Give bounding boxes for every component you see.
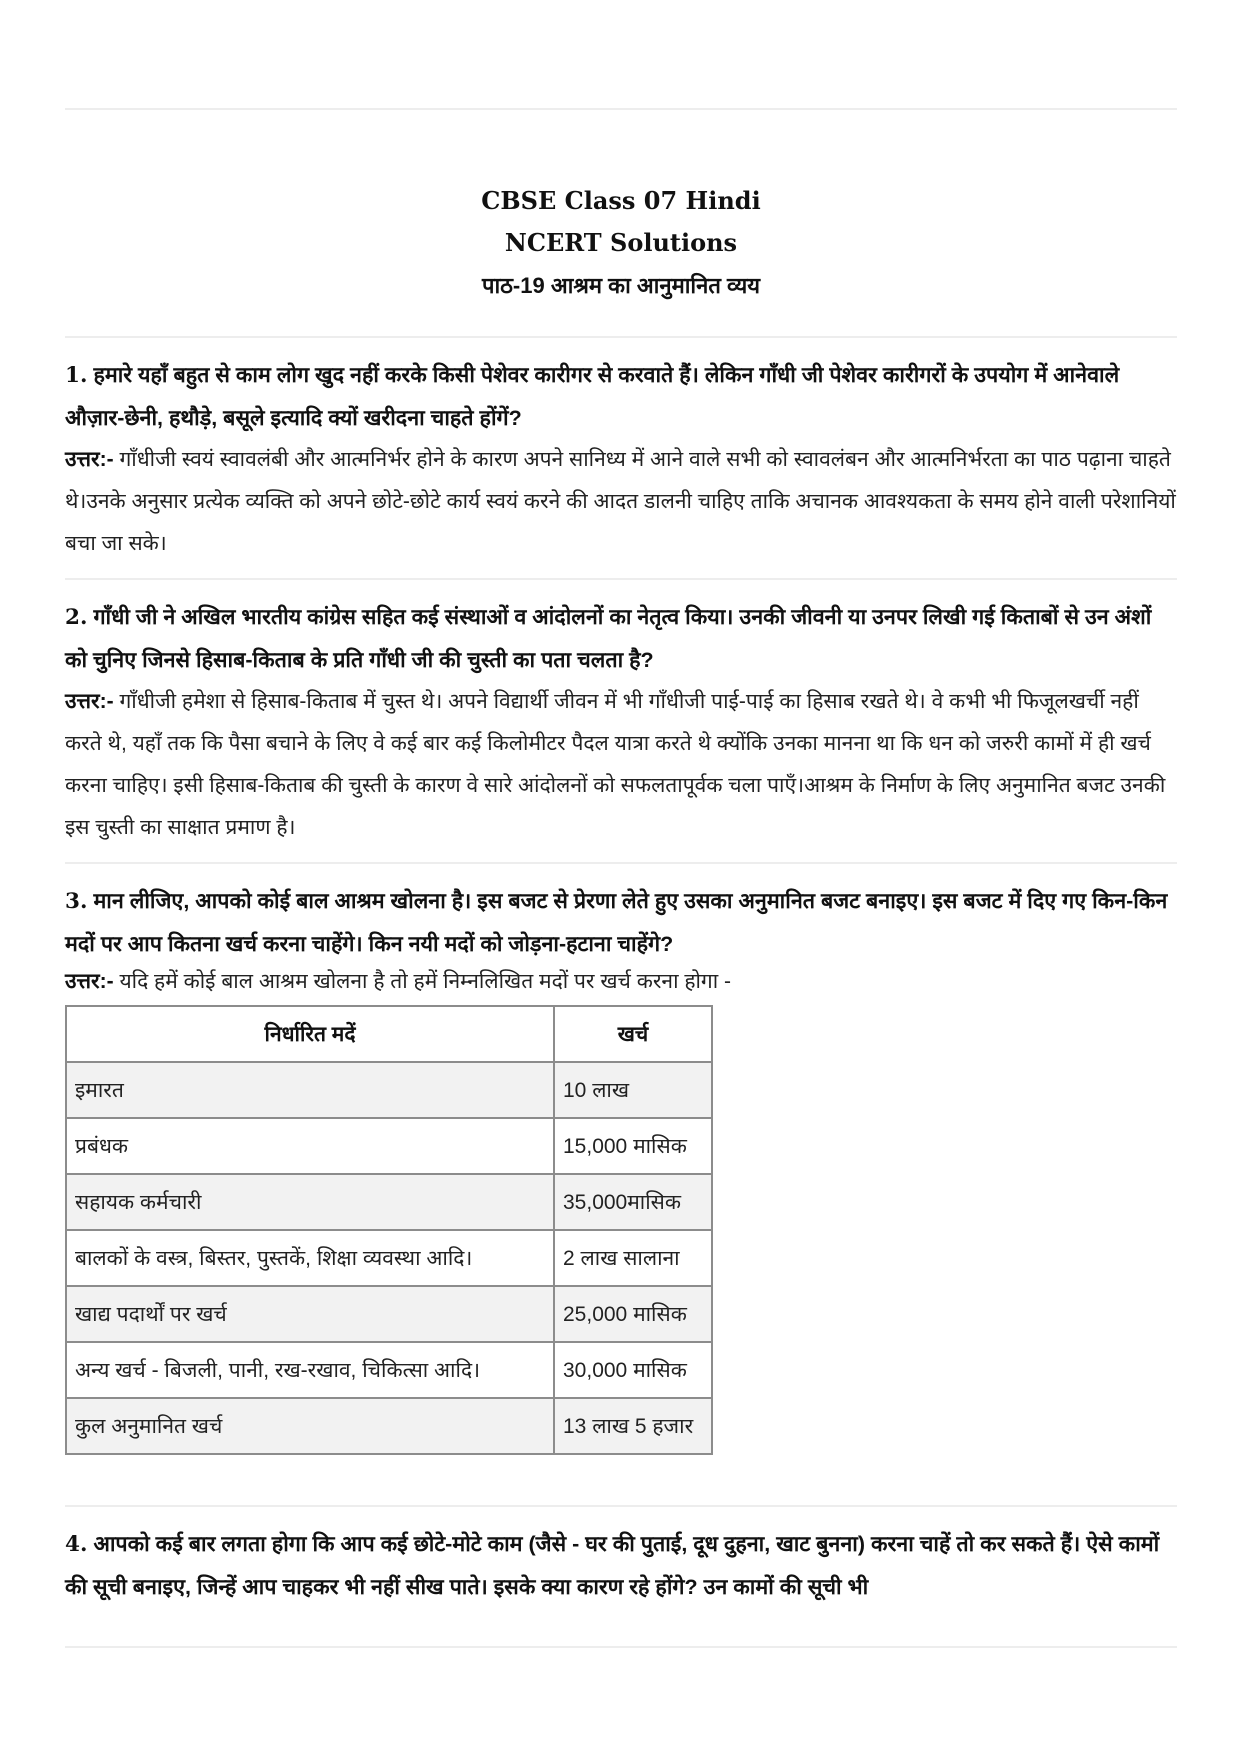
answer-text bbox=[65, 439, 1177, 565]
question-number: 2. bbox=[65, 605, 88, 630]
question-body: हमारे यहाँ बहुत से काम लोग खुद नहीं करके किसी पेशेवर कारीगर से करवाते हैं। लेकिन गाँधी जी पेशेवर कारीगरों के उपयोग में आनेवाले औज़ार-छेनी, हथौड़े, बसूले इत्यादि क्यों खरीदना चाहते होंगें? bbox=[65, 363, 1120, 430]
cost-cell: 10 लाख bbox=[554, 1062, 712, 1118]
top-divider bbox=[65, 108, 1177, 110]
item-cell: प्रबंधक bbox=[66, 1118, 554, 1174]
section-divider bbox=[65, 1505, 1177, 1507]
question-body: गाँधी जी ने अखिल भारतीय कांग्रेस सहित कई संस्थाओं व आंदोलनों का नेतृत्व किया। उनकी जीवनी या उनपर लिखी गई किताबों से उन अंशों को चुनिए जिनसे हिसाब-किताब के प्रति गाँधी जी की चुस्ती का पता चलता है? bbox=[65, 605, 1152, 672]
table-row bbox=[66, 1174, 712, 1230]
table-row bbox=[66, 1286, 712, 1342]
cost-cell: 35,000मासिक bbox=[554, 1174, 712, 1230]
question-text bbox=[65, 596, 1177, 681]
question-section-4 bbox=[65, 1505, 1177, 1608]
item-cell: बालकों के वस्त्र, बिस्तर, पुस्तकें, शिक्षा व्यवस्था आदि। bbox=[66, 1230, 554, 1286]
cost-cell: 2 लाख सालाना bbox=[554, 1230, 712, 1286]
answer-text bbox=[65, 681, 1177, 849]
answer-body: यदि हमें कोई बाल आश्रम खोलना है तो हमें निम्नलिखित मदों पर खर्च करना होगा - bbox=[119, 970, 732, 993]
table-row bbox=[66, 1342, 712, 1398]
question-body: मान लीजिए, आपको कोई बाल आश्रम खोलना है। इस बजट से प्रेरणा लेते हुए उसका अनुमानित बजट बनाइए। इस बजट में दिए गए किन-किन मदों पर आप कितना खर्च करना चाहेंगे। किन नयी मदों को जोड़ना-हटाना चाहेंगे? bbox=[65, 889, 1168, 956]
question-number: 4. bbox=[65, 1532, 88, 1557]
chapter-title: पाठ-19 आश्रम का आनुमानित व्यय bbox=[481, 273, 761, 298]
table-row bbox=[66, 1118, 712, 1174]
item-cell: इमारत bbox=[66, 1062, 554, 1118]
cost-cell: 15,000 मासिक bbox=[554, 1118, 712, 1174]
bottom-divider bbox=[65, 1646, 1177, 1648]
item-cell: सहायक कर्मचारी bbox=[66, 1174, 554, 1230]
answer-label: उत्तर:- bbox=[65, 970, 114, 993]
answer-label: उत्तर:- bbox=[65, 690, 114, 713]
table-row bbox=[66, 1062, 712, 1118]
answer-label: उत्तर:- bbox=[65, 448, 114, 471]
title-block bbox=[65, 180, 1177, 306]
question-text bbox=[65, 354, 1177, 439]
answer-body: गाँधीजी स्वयं स्वावलंबी और आत्मनिर्भर होने के कारण अपने सानिध्य में आने वाले सभी को स्वावलंबन और आत्मनिर्भरता का पाठ पढ़ाना चाहते थे।उनके अनुसार प्रत्येक व्यक्ति को अपने छोटे-छोटे कार्य स्वयं करने की आदत डालनी चाहिए ताकि अचानक आवश्यकता के समय होने वाली परेशानियों बचा जा सके। bbox=[65, 448, 1176, 555]
section-divider bbox=[65, 578, 1177, 580]
question-text bbox=[65, 1523, 1177, 1608]
page-title: CBSE Class 07 Hindi bbox=[481, 186, 761, 215]
table-row-total bbox=[66, 1398, 712, 1454]
cost-cell: 25,000 मासिक bbox=[554, 1286, 712, 1342]
budget-table bbox=[65, 1005, 713, 1455]
question-section-2 bbox=[65, 578, 1177, 849]
answer-text bbox=[65, 965, 1177, 999]
item-cell: कुल अनुमानित खर्च bbox=[66, 1398, 554, 1454]
question-text bbox=[65, 880, 1177, 965]
question-section-1 bbox=[65, 336, 1177, 565]
section-divider bbox=[65, 862, 1177, 864]
question-number: 1. bbox=[65, 363, 88, 388]
table-header-row bbox=[66, 1006, 712, 1062]
cost-cell: 30,000 मासिक bbox=[554, 1342, 712, 1398]
item-cell: खाद्य पदार्थों पर खर्च bbox=[66, 1286, 554, 1342]
page-subtitle: NCERT Solutions bbox=[504, 228, 738, 257]
question-number: 3. bbox=[65, 889, 88, 914]
question-section-3 bbox=[65, 862, 1177, 1455]
answer-body: गाँधीजी हमेशा से हिसाब-किताब में चुस्त थे। अपने विद्यार्थी जीवन में भी गाँधीजी पाई-पाई का हिसाब रखते थे। वे कभी भी फिजूलखर्ची नहीं करते थे, यहाँ तक कि पैसा बचाने के लिए वे कई बार कई किलोमीटर पैदल यात्रा करते थे क्योंकि उनका मानना था कि धन को जरुरी कामों में ही खर्च करना चाहिए। इसी हिसाब-किताब की चुस्ती के कारण वे सारे आंदोलनों को सफलतापूर्वक चला पाएँ।आश्रम के निर्माण के लिए अनुमानित बजट उनकी इस चुस्ती का साक्षात प्रमाण है। bbox=[65, 690, 1166, 839]
table-row bbox=[66, 1230, 712, 1286]
column-header-item: निर्धारित मदें bbox=[66, 1006, 554, 1062]
column-header-cost: खर्च bbox=[554, 1006, 712, 1062]
question-body: आपको कई बार लगता होगा कि आप कई छोटे-मोटे काम (जैसे - घर की पुताई, दूध दुहना, खाट बुनना) करना चाहें तो कर सकते हैं। ऐसे कामों की सूची बनाइए, जिन्हें आप चाहकर भी नहीं सीख पाते। इसके क्या कारण रहे होंगे? उन कामों की सूची भी bbox=[65, 1532, 1160, 1599]
section-divider bbox=[65, 336, 1177, 338]
item-cell: अन्य खर्च - बिजली, पानी, रख-रखाव, चिकित्सा आदि। bbox=[66, 1342, 554, 1398]
cost-cell: 13 लाख 5 हजार bbox=[554, 1398, 712, 1454]
